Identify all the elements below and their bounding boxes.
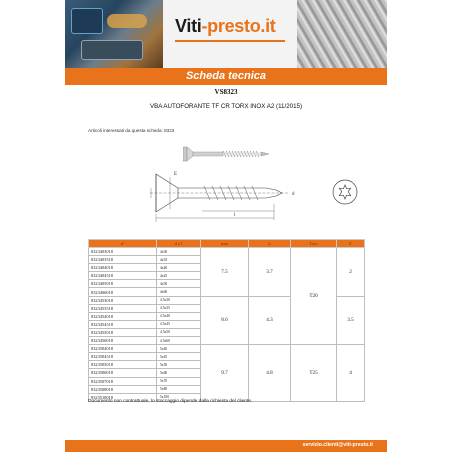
article-code: 8323453018 [89,296,157,304]
dimension: 4x35 [157,256,201,264]
dimension: 4.5x50 [157,328,201,336]
dimension: 5x45 [157,353,201,361]
header-k: k [249,240,291,248]
dimension: 4.5x40 [157,312,201,320]
article-code: 8323504518 [89,353,157,361]
technical-drawing [148,168,308,226]
dimension: 4x30 [157,248,201,256]
article-code: 8323510018 [89,393,157,401]
header-banner [65,0,387,68]
dimension: 4x45 [157,272,201,280]
dimension: 5x100 [157,393,201,401]
group-k: 4.3 [249,296,291,345]
logo-accent-text: -presto.it [201,16,276,36]
footnote: Documento non contrattuale, lo stoccaggio dipende dalla richiesta del cliente. [88,399,253,404]
dimension: 4.5x45 [157,320,201,328]
torx-size: T20 [291,248,337,345]
group-mm: 7.5 [201,248,249,297]
article-code: 8323455018 [89,328,157,336]
dimension: 5x40 [157,345,201,353]
article-code: 8323406018 [89,288,157,296]
footer-bar [65,440,387,452]
dimension: 4.5x60 [157,337,201,345]
group-e: 4 [337,345,365,402]
table-row [89,345,365,353]
article-code: 8323507018 [89,377,157,385]
articles-label: Articoli interessati da questa scheda: 8323 [88,128,175,133]
contact-email-link[interactable]: servizio.clienti@viti-presto.it [302,442,373,448]
document-code: VS8323 [214,88,238,96]
group-k: 3.7 [249,248,291,297]
dimension: 5x60 [157,369,201,377]
article-code: 8323456018 [89,337,157,345]
dimension: 5x50 [157,361,201,369]
table-header-row [89,240,365,248]
group-e: 3.5 [337,296,365,345]
header-e: E [337,240,365,248]
dimension-e-label: E [174,172,178,177]
table-row [89,248,365,256]
article-code: 8323405018 [89,280,157,288]
title-bar [65,68,387,85]
dimension: 5x80 [157,385,201,393]
article-code: 8323506018 [89,369,157,377]
spec-table [88,239,365,402]
group-mm: 9.7 [201,345,249,402]
article-code: 8323403018 [89,248,157,256]
document-sheet [65,0,387,452]
torx-size: T25 [291,345,337,402]
product-title: VBA AUTOFORANTE TF CR TORX INOX A2 (11/2015) [149,103,303,110]
article-code: 8323505018 [89,361,157,369]
screws-photo [297,0,387,68]
banner-title: Scheda tecnica [185,70,267,82]
group-mm: 8.6 [201,296,249,345]
dimension: 4x50 [157,280,201,288]
logo-underline [175,40,285,42]
article-code: 8323454018 [89,312,157,320]
article-code: 8323454518 [89,320,157,328]
article-code: 8323504018 [89,345,157,353]
article-code: 8323404018 [89,264,157,272]
dimension-l-label: l [234,213,236,218]
dimension: 4.5x30 [157,296,201,304]
screw-image [183,146,271,162]
dimension: 5x70 [157,377,201,385]
torx-head-icon [331,178,359,206]
group-e: 2 [337,248,365,297]
header-torx: Torx [291,240,337,248]
dimension: 4x40 [157,264,201,272]
dimension: 4.5x35 [157,304,201,312]
header-mm: mm [201,240,249,248]
article-code: 8323404518 [89,272,157,280]
tools-photo [65,0,163,68]
dimension: 4x60 [157,288,201,296]
logo-main-text: Viti [175,16,202,36]
article-code: 8323508018 [89,385,157,393]
logo [175,16,276,37]
header-dimension: d x l [157,240,201,248]
header-article: nº [89,240,157,248]
article-code: 8323453518 [89,304,157,312]
dimension-d-label: d [292,192,295,197]
article-code: 8323403518 [89,256,157,264]
group-k: 4.8 [249,345,291,402]
